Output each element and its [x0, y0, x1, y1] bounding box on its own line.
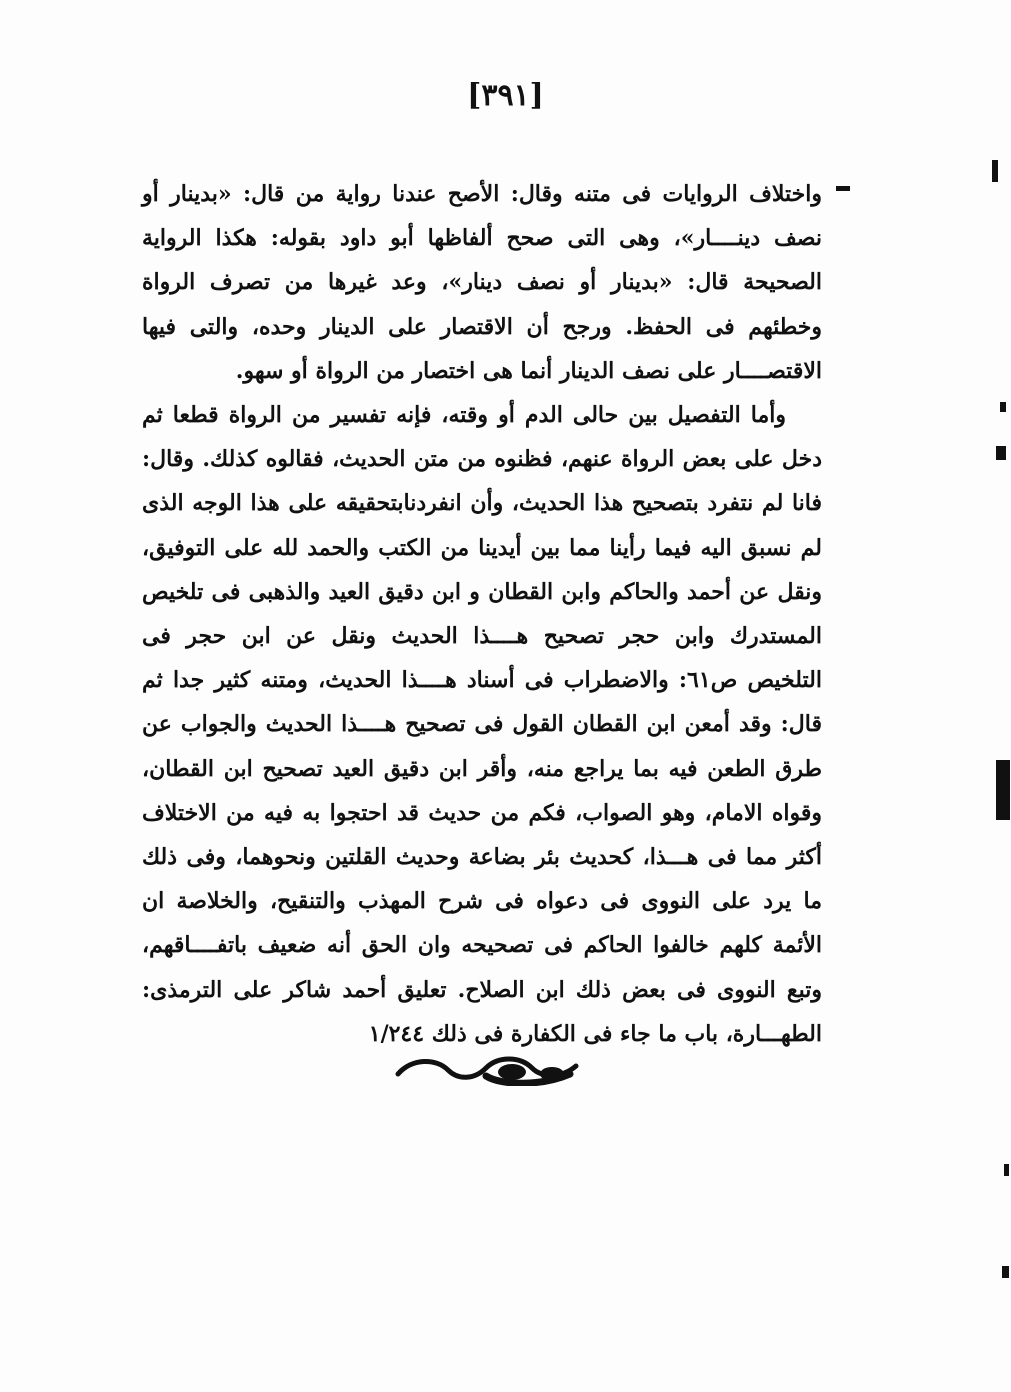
scan-speck: [1002, 1266, 1009, 1278]
scan-speck: [996, 760, 1010, 820]
dash-marker: [836, 186, 850, 191]
scan-speck: [1000, 402, 1006, 412]
paragraph-2-text: وأما التفصيل بين حالى الدم أو وقته، فإنه تفسير من الرواة قطعا ثم دخل على بعض الرواة عنهم، فظنوه من متن الحديث، فقالوه كذلك. وقال: فانا لم نتفرد بتصحيح هذا الحديث، وأن انفردنابتحقيقه على هذا الوجه الذى لم نسبق اليه فيما رأينا مما بين أيدينا من الكتب والحمد لله على التوفيق، ونقل عن أحمد والحاكم وابن القطان و ابن دقيق العيد والذهبى فى تلخيص المستدرك وابن حجر تصحيح هــــذا الحديث ونقل عن ابن حجر فى التلخيص ص٦١: والاضطراب فى أسناد هــــذا الحديث، ومتنه كثير جدا ثم قال: وقد أمعن ابن القطان القول فى تصحيح هــــذا الحديث والجواب عن طرق الطعن فيه بما يراجع منه، وأقر ابن دقيق العيد تصحيح ابن القطان، وقواه الامام، وهو الصواب، فكم من حديث قد احتجوا به فيه من الاختلاف أكثر مما فى هـــذا، كحديث بئر بضاعة وحديث القلتين ونحوهما، وفى ذلك ما يرد على النووى فى دعواه فى شرح المهذب والتنقيح، والخلاصة ان الأئمة كلهم خالفوا الحاكم فى تصحيحه وان الحق أنه ضعيف باتفــــاقهم، وتبع النووى فى بعض ذلك ابن الصلاح. تعليق أحمد شاكر على الترمذى: الطهـــارة، باب ما جاء فى الكفارة فى ذلك ١/٢٤٤: [142, 402, 822, 1047]
end-ornament-icon: [392, 1052, 582, 1086]
scan-speck: [1004, 1164, 1009, 1176]
page-number: [٣٩١]: [467, 78, 544, 113]
paragraph-1: [142, 172, 822, 393]
body-text: [142, 172, 822, 1056]
scan-speck: [992, 160, 998, 182]
paragraph-2: [142, 393, 822, 1056]
scan-speck: [996, 446, 1006, 460]
paragraph-1-text: واختلاف الروايات فى متنه وقال: الأصح عندنا رواية من قال: «بدينار أو نصف دينــــار»، وهى التى صحح ألفاظها أبو داود بقوله: هكذا الرواية الصحيحة قال: «بدينار أو نصف دينار»، وعد غيرها من تصرف الرواة وخطئهم فى الحفظ. ورجح أن الاقتصار على الدينار وحده، والتى فيها الاقتصــــار على نصف الدينار أنما هى اختصار من الرواة أو سهو.: [142, 181, 822, 384]
